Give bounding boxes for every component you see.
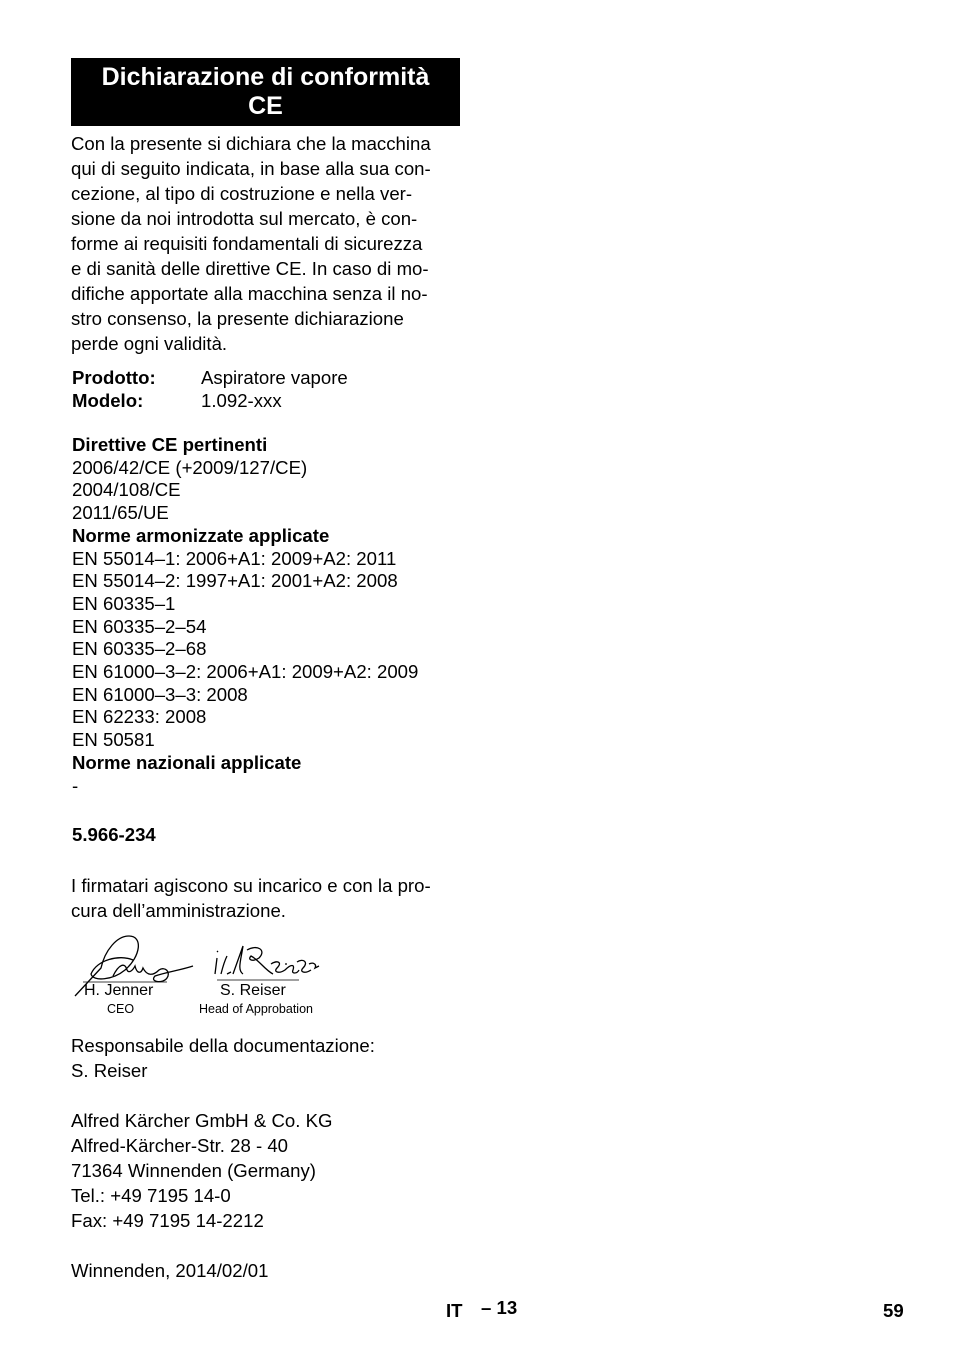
signer-2-role: Head of Approbation bbox=[199, 1002, 313, 1016]
signatories-line: cura dell’amministrazione. bbox=[71, 900, 286, 921]
signatories-paragraph bbox=[71, 873, 431, 923]
directive-item: 2006/42/CE (+2009/127/CE) bbox=[72, 456, 308, 478]
address-line: 71364 Winnenden (Germany) bbox=[71, 1160, 316, 1181]
intro-line: qui di seguito indicata, in base alla sua con- bbox=[71, 158, 431, 179]
product-row bbox=[72, 366, 348, 389]
harmonized-item: EN 55014–2: 1997+A1: 2001+A2: 2008 bbox=[72, 570, 398, 592]
footer-language: IT bbox=[446, 1300, 463, 1321]
responsible-line: S. Reiser bbox=[71, 1060, 148, 1081]
national-value: - bbox=[72, 774, 79, 796]
responsible-line: Responsabile della documentazione: bbox=[71, 1035, 375, 1056]
address-line: Alfred Kärcher GmbH & Co. KG bbox=[71, 1110, 333, 1131]
harmonized-item: EN 60335–1 bbox=[72, 592, 176, 614]
address-line: Fax: +49 7195 14-2212 bbox=[71, 1210, 264, 1231]
intro-line: sione da noi introdotta sul mercato, è con- bbox=[71, 208, 418, 229]
intro-line: e di sanità delle direttive CE. In caso di mo- bbox=[71, 258, 429, 279]
harmonized-heading: Norme armonizzate applicate bbox=[72, 524, 330, 546]
harmonized-item: EN 62233: 2008 bbox=[72, 706, 207, 728]
title-line-1: Dichiarazione di conformità bbox=[101, 63, 430, 91]
intro-paragraph bbox=[71, 131, 461, 356]
model-label: Modelo: bbox=[72, 390, 144, 411]
intro-line: difiche apportate alla macchina senza il no- bbox=[71, 283, 428, 304]
intro-line: stro consenso, la presente dichiarazione bbox=[71, 308, 404, 329]
model-value: 1.092-xxx bbox=[201, 390, 282, 411]
footer-page-number: 59 bbox=[883, 1300, 904, 1321]
document-number: 5.966-234 bbox=[72, 824, 156, 845]
harmonized-item: EN 61000–3–2: 2006+A1: 2009+A2: 2009 bbox=[72, 661, 419, 683]
place-date: Winnenden, 2014/02/01 bbox=[71, 1260, 269, 1281]
product-label: Prodotto: bbox=[72, 367, 156, 388]
footer-section-page: – 13 bbox=[481, 1297, 518, 1318]
intro-line: forme ai requisiti fondamentali di sicurezza bbox=[71, 233, 423, 254]
directives-heading: Direttive CE pertinenti bbox=[72, 434, 268, 455]
signer-1-name: H. Jenner bbox=[84, 982, 154, 999]
directive-item: 2004/108/CE bbox=[72, 479, 181, 501]
harmonized-item: EN 50581 bbox=[72, 729, 155, 751]
harmonized-item: EN 55014–1: 2006+A1: 2009+A2: 2011 bbox=[72, 547, 397, 569]
national-heading: Norme nazionali applicate bbox=[72, 751, 302, 773]
signatories-line: I firmatari agiscono su incarico e con la pro- bbox=[71, 875, 431, 896]
responsible-block bbox=[71, 1033, 375, 1083]
product-value: Aspiratore vapore bbox=[201, 367, 348, 388]
standards-block bbox=[72, 434, 418, 797]
signer-1-role: CEO bbox=[107, 1002, 135, 1016]
harmonized-item: EN 61000–3–3: 2008 bbox=[72, 683, 248, 705]
address-line: Tel.: +49 7195 14-0 bbox=[71, 1185, 231, 1206]
harmonized-item: EN 60335–2–54 bbox=[72, 615, 207, 637]
intro-line: cezione, al tipo di costruzione e nella ver- bbox=[71, 183, 413, 204]
section-title bbox=[71, 58, 460, 126]
signer-2-name: S. Reiser bbox=[220, 982, 286, 999]
intro-line: Con la presente si dichiara che la macchina bbox=[71, 133, 431, 154]
title-line-2: CE bbox=[248, 92, 283, 120]
signatures bbox=[71, 930, 371, 1020]
address-block bbox=[71, 1108, 332, 1233]
address-line: Alfred-Kärcher-Str. 28 - 40 bbox=[71, 1135, 289, 1156]
harmonized-item: EN 60335–2–68 bbox=[72, 638, 207, 660]
model-row bbox=[72, 389, 282, 412]
intro-line: perde ogni validità. bbox=[71, 333, 228, 354]
directive-item: 2011/65/UE bbox=[72, 502, 169, 524]
